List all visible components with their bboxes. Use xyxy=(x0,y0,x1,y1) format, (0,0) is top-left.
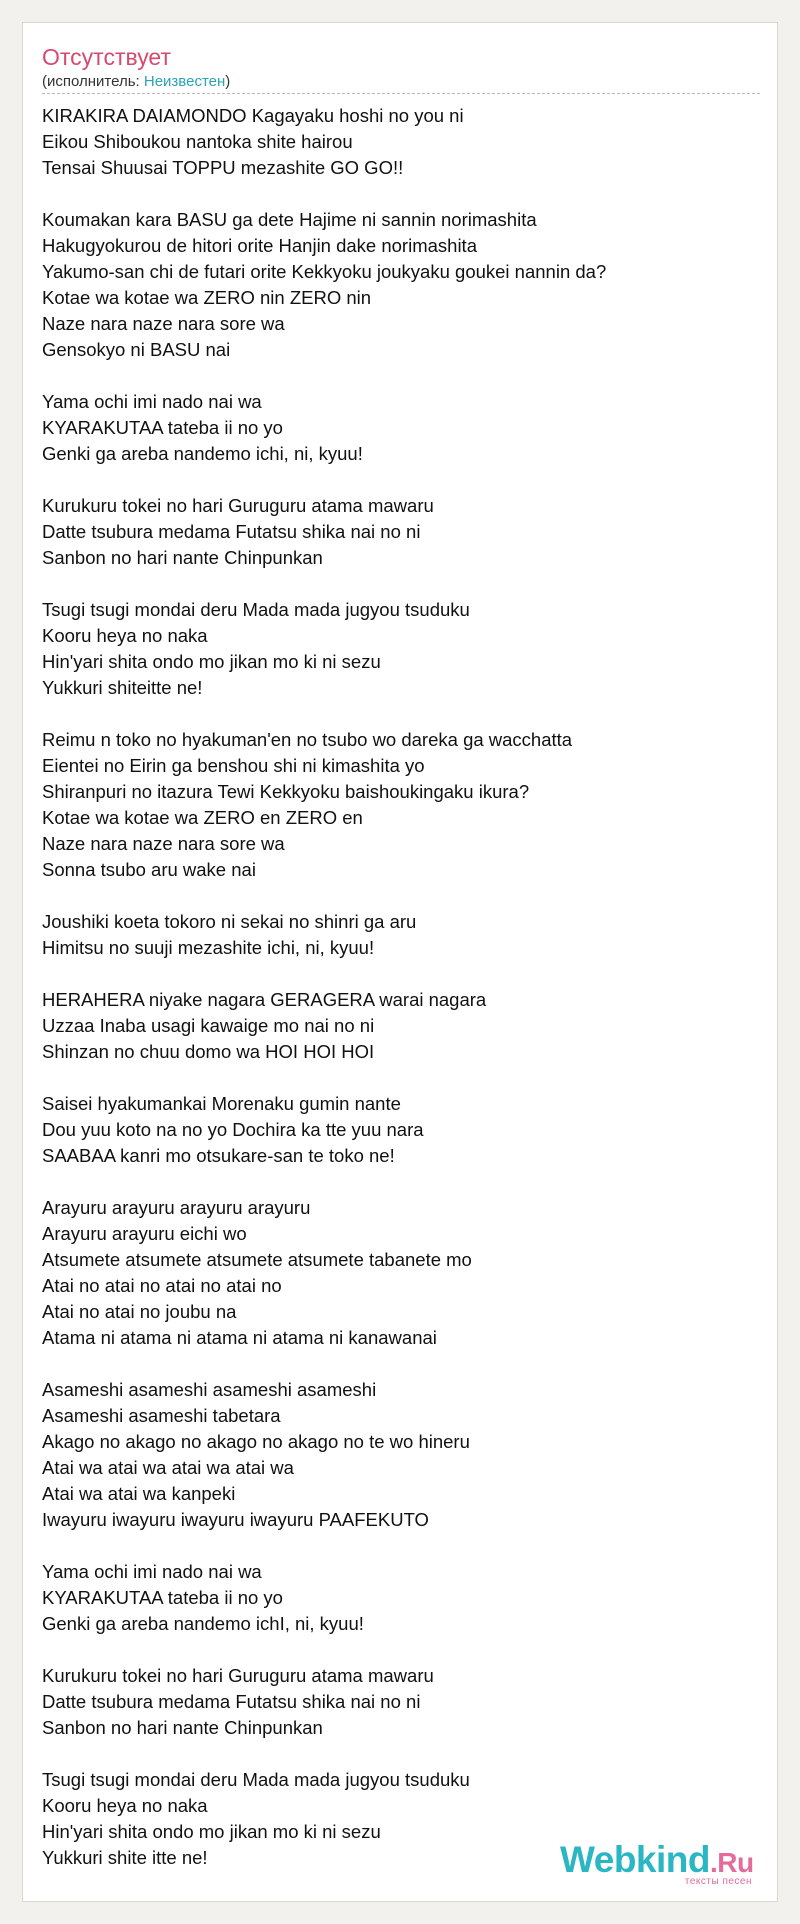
lyric-line: Sanbon no hari nante Chinpunkan xyxy=(42,547,323,568)
lyric-line: HERAHERA niyake nagara GERAGERA warai nagara xyxy=(42,989,487,1010)
lyric-line: Kooru heya no naka xyxy=(42,1795,208,1816)
lyric-line xyxy=(42,1533,760,1559)
lyric-line xyxy=(42,1065,760,1091)
logo-tagline: тексты песен xyxy=(684,1876,752,1887)
lyric-line: Kotae wa kotae wa ZERO en ZERO en xyxy=(42,807,363,828)
lyric-line: Yukkuri shite itte ne! xyxy=(42,1847,208,1868)
lyric-line: KIRAKIRA DAIAMONDO Kagayaku hoshi no you ni xyxy=(42,105,464,126)
lyric-line: Datte tsubura medama Futatsu shika nai no ni xyxy=(42,521,421,542)
lyric-line xyxy=(42,883,760,909)
lyric-line xyxy=(42,1351,760,1377)
lyric-line: Naze nara naze nara sore wa xyxy=(42,833,285,854)
lyric-line: KYARAKUTAA tateba ii no yo xyxy=(42,1587,283,1608)
lyric-line: Datte tsubura medama Futatsu shika nai no ni xyxy=(42,1691,421,1712)
logo-tld: .Ru xyxy=(710,1847,754,1878)
lyric-line: Atama ni atama ni atama ni atama ni kanawanai xyxy=(42,1327,437,1348)
lyric-line: Dou yuu koto na no yo Dochira ka tte yuu nara xyxy=(42,1119,424,1140)
lyric-line: Hin'yari shita ondo mo jikan mo ki ni sezu xyxy=(42,651,381,672)
lyric-line: Hin'yari shita ondo mo jikan mo ki ni sezu xyxy=(42,1821,381,1842)
lyric-line: Gensokyo ni BASU nai xyxy=(42,339,231,360)
lyric-line: Naze nara naze nara sore wa xyxy=(42,313,285,334)
lyric-line: Eientei no Eirin ga benshou shi ni kimashita yo xyxy=(42,755,425,776)
lyric-line: Atai no atai no joubu na xyxy=(42,1301,237,1322)
lyric-line: Reimu n toko no hyakuman'en no tsubo wo dareka ga wacchatta xyxy=(42,729,573,750)
byline-prefix: (исполнитель: xyxy=(42,73,144,90)
lyric-line: Kurukuru tokei no hari Guruguru atama mawaru xyxy=(42,1665,434,1686)
lyric-line xyxy=(42,571,760,597)
lyric-line: Uzzaa Inaba usagi kawaige mo nai no ni xyxy=(42,1015,375,1036)
site-logo[interactable] xyxy=(560,1840,774,1892)
lyric-line: Genki ga areba nandemo ichI, ni, kyuu! xyxy=(42,1613,364,1634)
lyric-line xyxy=(42,181,760,207)
lyric-line: Tensai Shuusai TOPPU mezashite GO GO!! xyxy=(42,157,404,178)
lyric-line: Hakugyokurou de hitori orite Hanjin dake norimashita xyxy=(42,235,477,256)
lyric-line: Kurukuru tokei no hari Guruguru atama mawaru xyxy=(42,495,434,516)
lyric-line: Atsumete atsumete atsumete atsumete tabanete mo xyxy=(42,1249,472,1270)
byline-suffix: ) xyxy=(225,73,231,90)
lyric-line: Asameshi asameshi tabetara xyxy=(42,1405,281,1426)
lyrics-body xyxy=(42,103,760,1871)
lyric-line xyxy=(42,961,760,987)
lyric-line: Kooru heya no naka xyxy=(42,625,208,646)
dashed-divider xyxy=(42,93,760,94)
artist-byline xyxy=(42,73,230,91)
lyric-line xyxy=(42,1741,760,1767)
lyric-line: Yama ochi imi nado nai wa xyxy=(42,1561,262,1582)
lyric-line: Saisei hyakumankai Morenaku gumin nante xyxy=(42,1093,401,1114)
lyric-line: KYARAKUTAA tateba ii no yo xyxy=(42,417,283,438)
lyric-line: SAABAA kanri mo otsukare-san te toko ne! xyxy=(42,1145,395,1166)
lyric-line: Shinzan no chuu domo wa HOI HOI HOI xyxy=(42,1041,375,1062)
lyric-line: Shiranpuri no itazura Tewi Kekkyoku baishoukingaku ikura? xyxy=(42,781,530,802)
lyric-line: Akago no akago no akago no akago no te wo hineru xyxy=(42,1431,470,1452)
lyric-line xyxy=(42,467,760,493)
lyric-line xyxy=(42,1169,760,1195)
lyric-line: Atai wa atai wa atai wa atai wa xyxy=(42,1457,294,1478)
lyric-line: Atai wa atai wa kanpeki xyxy=(42,1483,236,1504)
lyric-line: Asameshi asameshi asameshi asameshi xyxy=(42,1379,377,1400)
lyric-line: Tsugi tsugi mondai deru Mada mada jugyou tsuduku xyxy=(42,599,470,620)
lyric-line: Sanbon no hari nante Chinpunkan xyxy=(42,1717,323,1738)
lyric-line xyxy=(42,1637,760,1663)
logo-brand: Webkind xyxy=(560,1839,710,1880)
lyric-line: Eikou Shiboukou nantoka shite hairou xyxy=(42,131,353,152)
lyric-line: Yakumo-san chi de futari orite Kekkyoku joukyaku goukei nannin da? xyxy=(42,261,607,282)
lyric-line: Iwayuru iwayuru iwayuru iwayuru PAAFEKUTO xyxy=(42,1509,429,1530)
lyric-line xyxy=(42,701,760,727)
lyric-line: Joushiki koeta tokoro ni sekai no shinri ga aru xyxy=(42,911,417,932)
lyric-line: Yama ochi imi nado nai wa xyxy=(42,391,262,412)
lyric-line: Himitsu no suuji mezashite ichi, ni, kyuu! xyxy=(42,937,375,958)
lyric-line xyxy=(42,363,760,389)
lyric-line: Atai no atai no atai no atai no xyxy=(42,1275,282,1296)
lyric-line: Arayuru arayuru eichi wo xyxy=(42,1223,247,1244)
lyric-line: Koumakan kara BASU ga dete Hajime ni sannin norimashita xyxy=(42,209,537,230)
lyric-line: Arayuru arayuru arayuru arayuru xyxy=(42,1197,311,1218)
song-title: Отсутствует xyxy=(42,44,171,70)
lyric-line: Genki ga areba nandemo ichi, ni, kyuu! xyxy=(42,443,363,464)
lyric-line: Kotae wa kotae wa ZERO nin ZERO nin xyxy=(42,287,372,308)
lyric-line: Yukkuri shiteitte ne! xyxy=(42,677,203,698)
lyric-line: Tsugi tsugi mondai deru Mada mada jugyou tsuduku xyxy=(42,1769,470,1790)
lyric-line: Sonna tsubo aru wake nai xyxy=(42,859,256,880)
artist-link[interactable]: Неизвестен xyxy=(143,73,226,90)
lyrics-page xyxy=(22,22,778,1902)
